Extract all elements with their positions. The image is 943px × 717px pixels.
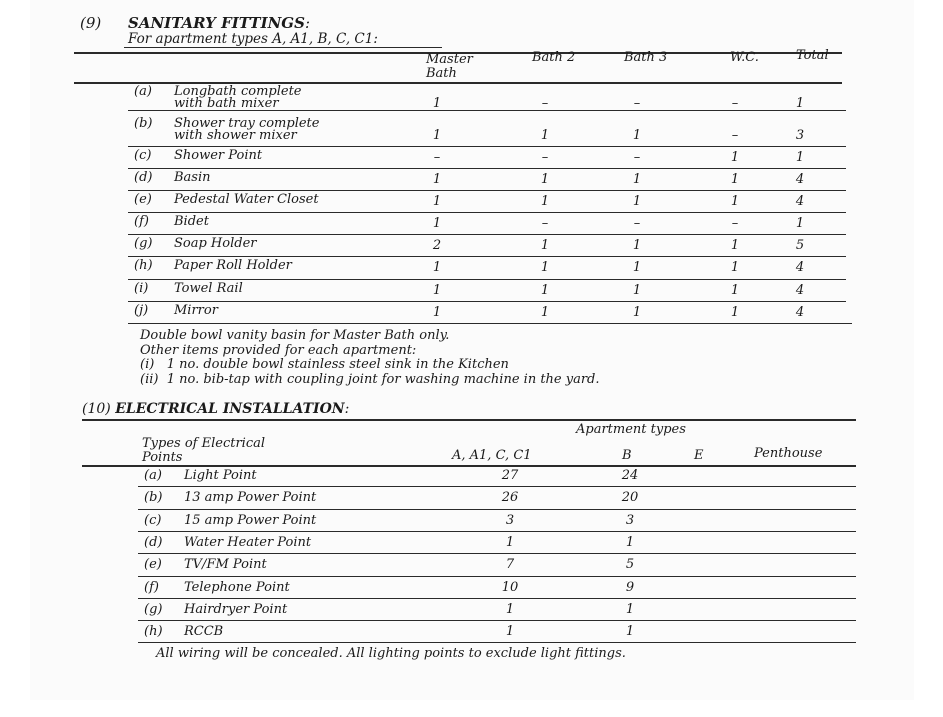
col-header-master-bath bbox=[426, 54, 473, 80]
row-divider bbox=[138, 620, 856, 621]
note-vanity: Double bowl vanity basin for Master Bath only. bbox=[140, 328, 450, 343]
row-text: RCCB bbox=[184, 624, 224, 639]
row-text: Shower tray complete bbox=[174, 116, 320, 131]
sanitary-cell: 1 bbox=[730, 260, 740, 275]
section9-number: (9) bbox=[80, 14, 102, 32]
row-letter: (a) bbox=[134, 84, 152, 99]
sanitary-cell: – bbox=[541, 216, 549, 231]
electrical-cell: 1 bbox=[625, 602, 635, 617]
table10-header-rule bbox=[82, 465, 856, 467]
row-header-line1: Types of Electrical bbox=[142, 436, 266, 451]
col-header-penthouse: Penthouse bbox=[754, 446, 823, 461]
row-divider bbox=[128, 190, 846, 191]
sanitary-cell: 1 bbox=[632, 305, 642, 320]
sanitary-cell: 2 bbox=[432, 238, 442, 253]
sanitary-cell: 1 bbox=[432, 216, 442, 231]
row-divider bbox=[128, 212, 846, 213]
electrical-row-label bbox=[144, 626, 223, 638]
sanitary-row-label bbox=[134, 172, 211, 184]
row-text: Towel Rail bbox=[174, 281, 243, 296]
electrical-cell: 7 bbox=[505, 557, 515, 572]
note-other-items: Other items provided for each apartment: bbox=[140, 343, 417, 358]
sanitary-cell: – bbox=[731, 96, 739, 111]
row-text: Longbath complete bbox=[174, 84, 302, 99]
row-text: TV/FM Point bbox=[184, 557, 267, 572]
row-letter: (b) bbox=[144, 490, 163, 505]
row-divider bbox=[138, 486, 856, 487]
sanitary-cell: 1 bbox=[795, 150, 805, 165]
electrical-cell: 5 bbox=[625, 557, 635, 572]
row-divider bbox=[128, 110, 846, 111]
sanitary-cell: 1 bbox=[540, 305, 550, 320]
sanitary-cell: 1 bbox=[795, 96, 805, 111]
row-label-line1 bbox=[134, 260, 292, 272]
row-letter: (h) bbox=[144, 624, 163, 639]
row-divider bbox=[128, 279, 846, 280]
sanitary-cell: 1 bbox=[730, 305, 740, 320]
section10-heading bbox=[82, 401, 349, 417]
sanitary-cell: – bbox=[633, 150, 641, 165]
sanitary-cell: 1 bbox=[632, 194, 642, 209]
col-header-bath3: Bath 3 bbox=[624, 50, 668, 65]
row-text: Light Point bbox=[184, 468, 257, 483]
electrical-cell: 1 bbox=[505, 535, 515, 550]
row-text: Shower Point bbox=[174, 148, 263, 163]
sanitary-row-label bbox=[134, 305, 218, 317]
row-text: Telephone Point bbox=[184, 580, 290, 595]
col-header-b: B bbox=[622, 448, 632, 463]
row-divider bbox=[128, 323, 852, 324]
col-header-master-line2: Bath bbox=[426, 66, 457, 81]
sanitary-cell: 1 bbox=[432, 283, 442, 298]
sanitary-cell: 1 bbox=[632, 238, 642, 253]
sanitary-cell: 3 bbox=[795, 128, 805, 143]
electrical-cell: 3 bbox=[625, 513, 635, 528]
row-text: Bidet bbox=[174, 214, 209, 229]
sanitary-cell: 1 bbox=[540, 128, 550, 143]
section10-title: ELECTRICAL INSTALLATION bbox=[115, 401, 345, 417]
row-text: 13 amp Power Point bbox=[184, 490, 317, 505]
row-letter: (d) bbox=[144, 535, 163, 550]
col-header-wc: W.C. bbox=[730, 50, 759, 65]
row-label-line2: with shower mixer bbox=[174, 128, 297, 143]
row-header-types bbox=[142, 438, 265, 464]
row-divider bbox=[138, 509, 856, 510]
row-letter: (c) bbox=[144, 513, 162, 528]
sanitary-cell: 1 bbox=[432, 305, 442, 320]
sanitary-row-label bbox=[134, 283, 243, 295]
row-label-line1 bbox=[134, 172, 211, 184]
electrical-cell: 24 bbox=[621, 468, 639, 483]
row-letter: (i) bbox=[134, 281, 149, 296]
sanitary-cell: 4 bbox=[795, 260, 805, 275]
sanitary-cell: 1 bbox=[540, 194, 550, 209]
row-text: Mirror bbox=[174, 303, 218, 318]
sanitary-cell: 1 bbox=[432, 172, 442, 187]
row-letter: (a) bbox=[144, 468, 162, 483]
row-divider bbox=[138, 576, 856, 577]
electrical-cell: 3 bbox=[505, 513, 515, 528]
sanitary-cell: 1 bbox=[432, 128, 442, 143]
row-letter: (g) bbox=[144, 602, 163, 617]
sanitary-cell: 1 bbox=[632, 260, 642, 275]
subtitle-underline bbox=[124, 47, 442, 48]
sanitary-cell: 1 bbox=[632, 283, 642, 298]
row-label-line1 bbox=[134, 150, 262, 162]
sanitary-row-label bbox=[134, 216, 209, 228]
row-label-line1 bbox=[134, 194, 319, 206]
sanitary-cell: 1 bbox=[730, 194, 740, 209]
sanitary-cell: 1 bbox=[540, 283, 550, 298]
row-letter: (e) bbox=[144, 557, 162, 572]
sanitary-row-label bbox=[134, 194, 319, 206]
row-divider bbox=[128, 301, 846, 302]
row-text: Water Heater Point bbox=[184, 535, 312, 550]
row-label-line1 bbox=[134, 283, 243, 295]
row-divider bbox=[138, 531, 856, 532]
row-divider bbox=[128, 256, 846, 257]
sanitary-cell: – bbox=[541, 150, 549, 165]
row-letter: (b) bbox=[134, 116, 153, 131]
row-text: Hairdryer Point bbox=[184, 602, 288, 617]
sanitary-cell: 1 bbox=[540, 260, 550, 275]
row-divider bbox=[138, 553, 856, 554]
row-label-line2: with bath mixer bbox=[174, 96, 279, 111]
col-header-a-a1-c-c1: A, A1, C, C1 bbox=[452, 448, 532, 463]
sanitary-cell: 1 bbox=[540, 172, 550, 187]
electrical-row-label bbox=[144, 537, 311, 549]
electrical-cell: 26 bbox=[501, 490, 519, 505]
sanitary-cell: 1 bbox=[730, 283, 740, 298]
electrical-row-label bbox=[144, 515, 316, 527]
sanitary-cell: 4 bbox=[795, 305, 805, 320]
sanitary-cell: 1 bbox=[432, 260, 442, 275]
row-label-line1 bbox=[134, 305, 218, 317]
electrical-row-label bbox=[144, 559, 267, 571]
row-letter: (f) bbox=[144, 580, 159, 595]
sanitary-cell: – bbox=[433, 150, 441, 165]
row-text: Paper Roll Holder bbox=[174, 258, 292, 273]
electrical-row-label bbox=[144, 582, 290, 594]
col-header-total: Total bbox=[796, 48, 829, 63]
electrical-cell: 9 bbox=[625, 580, 635, 595]
sanitary-cell: 1 bbox=[632, 172, 642, 187]
col-header-master-line1: Master bbox=[426, 52, 473, 67]
section9-title-text: SANITARY FITTINGS bbox=[128, 14, 305, 32]
electrical-cell: 1 bbox=[505, 602, 515, 617]
section9-subtitle: For apartment types A, A1, B, C, C1: bbox=[128, 31, 378, 47]
electrical-cell: 1 bbox=[625, 535, 635, 550]
row-divider bbox=[138, 642, 856, 643]
col-group-apartment-types: Apartment types bbox=[576, 422, 686, 437]
row-divider bbox=[128, 234, 846, 235]
electrical-cell: 1 bbox=[625, 624, 635, 639]
sanitary-cell: – bbox=[731, 216, 739, 231]
sanitary-cell: 1 bbox=[432, 194, 442, 209]
sanitary-cell: – bbox=[541, 96, 549, 111]
row-letter: (f) bbox=[134, 214, 149, 229]
sanitary-cell: – bbox=[633, 216, 641, 231]
sanitary-cell: 5 bbox=[795, 238, 805, 253]
row-letter: (g) bbox=[134, 236, 153, 251]
sanitary-cell: 1 bbox=[795, 216, 805, 231]
row-letter: (j) bbox=[134, 303, 149, 318]
sanitary-cell: 4 bbox=[795, 194, 805, 209]
sanitary-cell: – bbox=[731, 128, 739, 143]
sanitary-cell: 1 bbox=[730, 150, 740, 165]
electrical-row-label bbox=[144, 492, 316, 504]
section10-title-colon: : bbox=[344, 401, 350, 417]
sanitary-cell: 1 bbox=[730, 172, 740, 187]
electrical-footnote: All wiring will be concealed. All lighting points to exclude light fittings. bbox=[156, 646, 626, 661]
col-header-bath2: Bath 2 bbox=[532, 50, 576, 65]
electrical-row-label bbox=[144, 604, 287, 616]
row-text: Pedestal Water Closet bbox=[174, 192, 319, 207]
table10-top-rule bbox=[82, 419, 856, 421]
electrical-cell: 20 bbox=[621, 490, 639, 505]
electrical-row-label bbox=[144, 470, 257, 482]
electrical-cell: 1 bbox=[505, 624, 515, 639]
row-text: Basin bbox=[174, 170, 211, 185]
sanitary-row-label bbox=[134, 86, 301, 110]
sanitary-row-label bbox=[134, 238, 257, 250]
row-label-line1 bbox=[134, 216, 209, 228]
sanitary-row-label bbox=[134, 118, 319, 142]
note-bib-tap: (ii) 1 no. bib-tap with coupling joint for washing machine in the yard. bbox=[140, 372, 600, 387]
row-divider bbox=[138, 598, 856, 599]
sanitary-cell: – bbox=[633, 96, 641, 111]
row-letter: (c) bbox=[134, 148, 152, 163]
row-text: 15 amp Power Point bbox=[184, 513, 317, 528]
row-letter: (h) bbox=[134, 258, 153, 273]
section9-title-colon: : bbox=[304, 14, 311, 32]
row-text: Soap Holder bbox=[174, 236, 257, 251]
sanitary-cell: 1 bbox=[632, 128, 642, 143]
sanitary-cell: 4 bbox=[795, 172, 805, 187]
row-letter: (d) bbox=[134, 170, 153, 185]
electrical-cell: 27 bbox=[501, 468, 519, 483]
row-label-line1 bbox=[134, 238, 257, 250]
row-divider bbox=[128, 146, 846, 147]
sanitary-cell: 1 bbox=[730, 238, 740, 253]
col-header-e: E bbox=[694, 448, 704, 463]
sanitary-row-label bbox=[134, 150, 262, 162]
section10-number: (10) bbox=[82, 401, 111, 417]
section9-title bbox=[128, 14, 310, 32]
electrical-cell: 10 bbox=[501, 580, 519, 595]
note-sink: (i) 1 no. double bowl stainless steel sink in the Kitchen bbox=[140, 357, 509, 372]
sanitary-cell: 1 bbox=[540, 238, 550, 253]
row-header-line2: Points bbox=[142, 450, 183, 465]
sanitary-cell: 4 bbox=[795, 283, 805, 298]
sanitary-row-label bbox=[134, 260, 292, 272]
row-letter: (e) bbox=[134, 192, 152, 207]
sanitary-cell: 1 bbox=[432, 96, 442, 111]
row-divider bbox=[128, 168, 846, 169]
